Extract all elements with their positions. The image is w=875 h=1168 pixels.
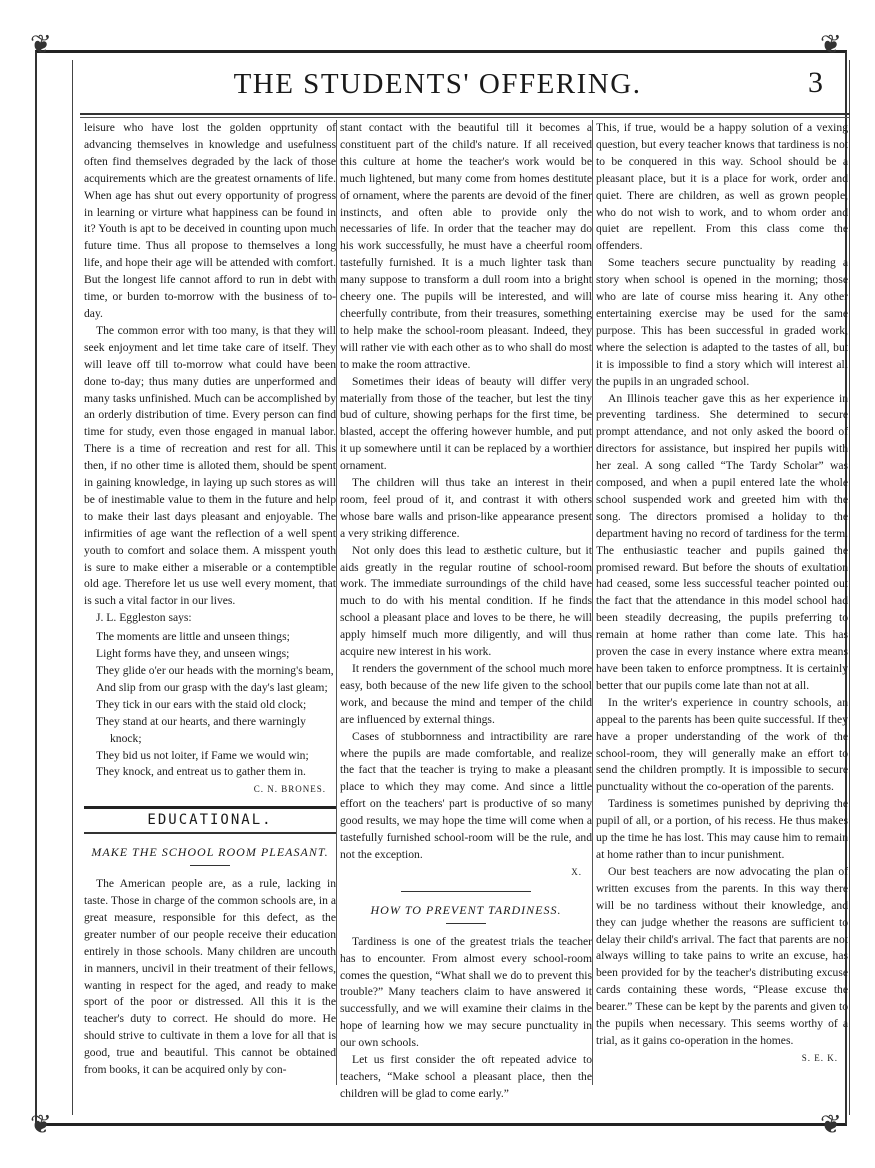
floral-ornament-icon: ❦ (30, 30, 52, 59)
floral-ornament-icon: ❦ (820, 30, 842, 59)
paragraph: In the writer's experience in country schools, an appeal to the parents has been quite successful. If they have a proper understanding of the work of the school-room, they will generally make an effort to send the children promptly. It is impossible to secure punctuality without the co-operation of the parents. (596, 695, 848, 794)
column-divider (336, 120, 337, 1085)
poem-line: They knock, and entreat us to gather them in. (96, 765, 306, 779)
paragraph: Some teachers secure punctuality by reading a story when school is opened in the morning; those who are late of course miss hearing it. Any other entertaining exercise may be used for the same purpose. This has been successful in graded work, where the selection is adapted to the tastes of all, but it is impossible to find a story which will interest all the pupils in an ungraded school. (596, 256, 848, 388)
paragraph: It renders the government of the school much more easy, both because of the new life given to the school work, and because the mind and temper of the child are influenced by external things. (340, 662, 592, 726)
masthead-title: THE STUDENTS' OFFERING. (233, 68, 642, 100)
paragraph: J. L. Eggleston says: (96, 611, 192, 625)
column-divider (592, 120, 593, 1085)
paragraph: The common error with too many, is that they will seek enjoyment and let time take care of itself. They will leave off till to-morrow what could have been done to-day; thus many duties are unperformed and many tasks unfinished. Much can be accomplished by an orderly distribution of time. Every person can find time for study, even those engaged in manual labor. There is a time of recreation and rest for all. This then, if no other time is alloted them, should be spent in gaining knowledge, in laying up such stores as will be of inestimable value to them in the future and help to make their last days pleasant and enjoyable. The infirmities of age want the reflection of a well spent youth to comfort and solace them. A misspent youth is sure to make either a miserable or a contemptible old age. Therefore let us use well every moment, that is such a vital factor in our lives. (84, 323, 336, 608)
paragraph: Tardiness is sometimes punished by depriving the pupil of all, or a portion, of his recess. He thus makes up the time he has lost. This may cause him to remain at home rather than to incur punishment. (596, 797, 848, 861)
paragraph: stant contact with the beautiful till it becomes a constituent part of the child's nature. If all received this culture at home the teacher's work would be much lightened, but many come from homes destitute of ornament, where the parents are devoid of the finer instincts, and often able to provide only the necessaries of life. In order that the teacher may do his work successfully, he must have a cheerful room tastefully furnished. It is a much lighter task than many suppose to transform a dull room into a bright cheery one. The pupils will be interested, and will cheerfully contribute, from their treasures, something to help make the school-room pleasant. Indeed, they will rather vie with each other as to who shall do most to make the room attractive. (340, 121, 592, 371)
divider (190, 865, 230, 866)
poem-line: They tick in our ears with the staid old clock; (96, 697, 307, 711)
article-title: HOW TO PREVENT TARDINESS. (370, 902, 562, 917)
page-number: 3 (808, 66, 823, 99)
floral-ornament-icon: ❦ (30, 1110, 52, 1139)
poem-line: They glide o'er our heads with the morning's beam, (96, 664, 334, 677)
paragraph: Let us first consider the oft repeated advice to teachers, “Make school a pleasant place, then the children will be glad to come early.” (340, 1053, 592, 1100)
header-rule (80, 113, 850, 118)
paragraph: Tardiness is one of the greatest trials the teacher has to encounter. From almost every school-room comes the question, “What shall we do to prevent this trouble?” Many teachers claim to have answered it successfully, and we will examine their claims in the hope of learning how we may secure punctuality in our own schools. (340, 934, 592, 1050)
article-title: MAKE THE SCHOOL ROOM PLEASANT. (91, 845, 329, 860)
signature: X. (571, 866, 582, 877)
paragraph: An Illinois teacher gave this as her experience in preventing tardiness. She determined to secure prompt attendance, and not only asked the boord of directors for assistance, but inspired her pupils with her zeal. A song called “The Tardy Scholar” was composed, and when a pupil entered late the whole school suspended work and greeted him with the song. The directors promised a holiday to the department having no record of tardiness for the term. The enthusiastic teacher and pupils gained the promised reward. But before the shouts of exultation had ceased, some less successful teacher pointed out the fact that the attendance in this model school had been steadily decreasing, the pupils preferring to remain at home rather than come late. This has proven the case in every instance where extra means have been taken to enforce promptness. It is certainly better that our pupils come late than not at all. (596, 391, 848, 692)
paragraph: leisure who have lost the golden opprtunity of advancing themselves in knowledge and usefulness often find themselves degraded by the lack of those acquirements which are the greatest ornaments of life. When age has shut out every opportunity of progress in learning or virture what happiness can be found in it? Youth is apt to be deceived in counting upon much future time. Thus all propose to themselves a long life, and hope their age will be attended with comfort. But the longest life cannot afford to run in debt with time, or burden to-morrow with the business of to-day. (84, 121, 336, 320)
paragraph: Our best teachers are now advocating the plan of written excuses from the parents. In this way there will be no tardiness without their knowledge, and they can judge whether the reasons are sufficient to delay their child's arrival. The fact that parents are not always willing to take pains to write an excuse, has been provided for by the teacher's distributing excuse cards containing these words, “Please excuse the bearer.” These can be kept by the parents and given to the pupils when necessary. This seems worthy of a trial, as it gains co-operation in the homes. (596, 864, 848, 1047)
signature: C. N. BRONES. (253, 784, 326, 795)
poem-line: The moments are little and unseen things; (96, 630, 290, 644)
poem (96, 629, 336, 781)
floral-ornament-icon: ❦ (820, 1110, 842, 1139)
poem-line: Light forms have they, and unseen wings; (96, 647, 290, 661)
poem-line: And slip from our grasp with the day's last gleam; (96, 680, 328, 694)
divider (401, 891, 531, 892)
column-3 (596, 120, 848, 1067)
paragraph: Sometimes their ideas of beauty will differ very materially from those of the teacher, but lest the tiny bud of culture, showing perhaps for the first time, be blasted, accept the offering however humble, and put it up somewhere until it can be replaced by a worthier ornament. (340, 374, 592, 473)
divider (446, 923, 486, 924)
signature: S. E. K. (801, 1052, 838, 1063)
paragraph: The American people are, as a rule, lacking in taste. Those in charge of the common schools are, in a great measure, responsible for this defect, as the greater number of our people receive their education entirely in those schools. Many children are uncouth in manners, uncivil in their treatment of their fellows, wanting in respect for the aged, and ready to make sport of the poor or distressed. All this it is the teacher's duty to correct. He should do more. He should strive to cultivate in them a love for all that is good, true and beautiful. This cannot be obtained from books, it can be acquired only by con- (84, 877, 336, 1077)
column-1 (84, 120, 336, 1079)
poem-line: They stand at our hearts, and there warningly knock; (96, 714, 306, 745)
paragraph: Cases of stubbornness and intractibility are rare where the pupils are made comfortable, and realize the fact that the teacher is trying to make a pleasant place to which they may come. And since a little effort on the teachers' part is productive of so many good results, we may hope the time will come when a tastefully furnished school-room will be the rule, and not the exception. (340, 729, 592, 861)
poem-line: They bid us not loiter, if Fame we would win; (96, 748, 309, 762)
paragraph: This, if true, would be a happy solution of a vexing question, but every teacher knows that tardiness is not to be conquered in this way. School should be a pleasant place, but it is a place for work, order and quiet. There are children, as well as grown people, who do not wish to work, and to whom order and quiet are repellent. From this class come the offenders. (596, 121, 848, 253)
paragraph: The children will thus take an interest in their room, feel proud of it, and contrast it with others whose bare walls and prison-like appearance present a very striking difference. (340, 476, 592, 540)
column-2 (340, 120, 592, 1103)
paragraph: Not only does this lead to æsthetic culture, but it aids greatly in the regular routine of school-room work. The immediate surroundings of the child have much to do with his mental condition. If he finds school a pleasant place and loves to be there, he will apply himself much more diligently, and will thus acquire new interest in his work. (340, 543, 592, 659)
section-heading: EDUCATIONAL. (84, 806, 336, 834)
